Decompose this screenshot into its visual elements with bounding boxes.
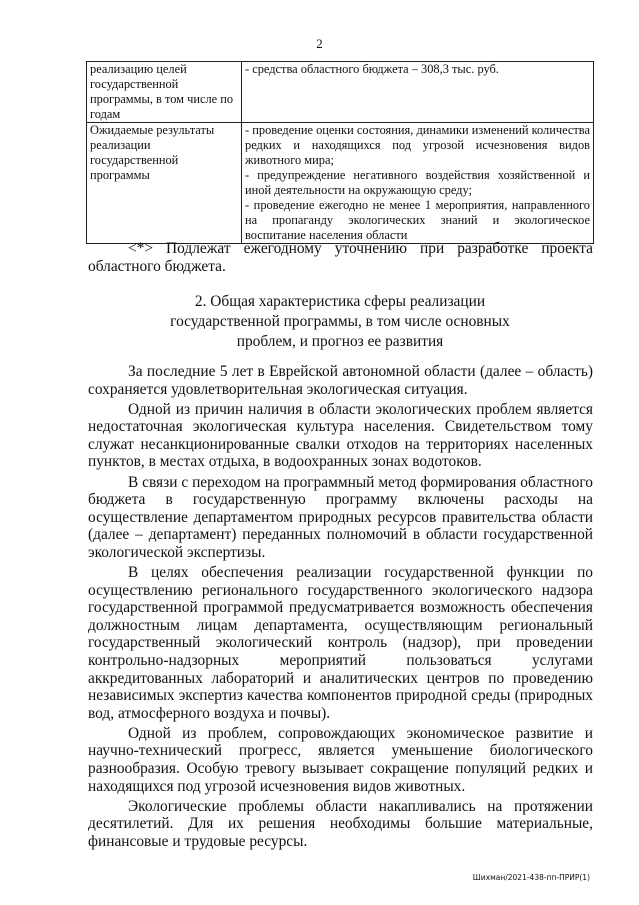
budget-note: <*> Подлежат ежегодному уточнению при разработке проекта областного бюджета. <box>88 240 593 275</box>
table-row-label: реализацию целей государственной программы, в том числе по годам <box>87 62 242 123</box>
section-heading-line: 2. Общая характеристика сферы реализации <box>194 293 486 310</box>
paragraph: Одной из причин наличия в области экологических проблем является недостаточная экологическая культура населения. Свидетельством тому служат несанкционированные свалки отходов на территориях населенных пунктов, в местах отдыха, в водоохранных зонах водотоков. <box>88 400 593 471</box>
table-content-line: - проведение ежегодно не менее 1 мероприятия, направленного на пропаганду экологических знаний и экологическое воспитание населения области <box>245 198 590 242</box>
section-heading-line: проблем, и прогноз ее развития <box>236 333 444 350</box>
table-row-label: Ожидаемые результаты реализации государственной программы <box>87 123 242 244</box>
table-row-content <box>242 62 594 123</box>
paragraph: Экологические проблемы области накапливались на протяжении десятилетий. Для их решения необходимы большие материальные, финансовые и трудовые ресурсы. <box>88 797 593 850</box>
paragraph: За последние 5 лет в Еврейской автономной области (далее – область) сохраняется удовлетворительная экологическая ситуация. <box>88 363 593 398</box>
section-heading <box>86 292 594 352</box>
table-row-content <box>242 123 594 244</box>
table-content-line: - предупреждение негативного воздействия хозяйственной и иной деятельности на окружающую среду; <box>245 168 590 197</box>
paragraph: В связи с переходом на программный метод формирования областного бюджета в государственную программу включены расходы на осуществление департаментом природных ресурсов правительства области (далее – департамент) переданных полномочий в области государственной экологической экспертизы. <box>88 473 593 561</box>
table-row <box>87 123 594 244</box>
table-row <box>87 62 594 123</box>
table-content-line: - средства областного бюджета – 308,3 тыс. руб. <box>245 62 499 76</box>
program-passport-table <box>86 61 594 244</box>
table-content-line: - проведение оценки состояния, динамики изменений количества редких и находящихся под угрозой исчезновения видов животного мира; <box>245 123 590 167</box>
page-number: 2 <box>316 36 323 51</box>
paragraph: В целях обеспечения реализации государственной функции по осуществлению регионального государственного экологического надзора государственной программой предусматривается возможность обеспечения должностным лицам департамента, осуществляющим региональный государственный экологический контроль (надзор), при проведении контрольно-надзорных мероприятий пользоваться услугами аккредитованных лабораторий и аналитических центров по проведению независимых экспертиз качества компонентов природной среды (природных вод, атмосферного воздуха и почвы). <box>88 564 593 722</box>
document-code: Шихман/2021-438-пп-ПРИР(1) <box>472 873 590 882</box>
section-body <box>88 363 593 853</box>
section-heading-line: государственной программы, в том числе основных <box>170 313 510 330</box>
paragraph: Одной из проблем, сопровождающих экономическое развитие и научно-технический прогресс, является уменьшение биологического разнообразия. Особую тревогу вызывает сокращение популяций редких и находящихся под угрозой исчезновения видов животных. <box>88 724 593 795</box>
